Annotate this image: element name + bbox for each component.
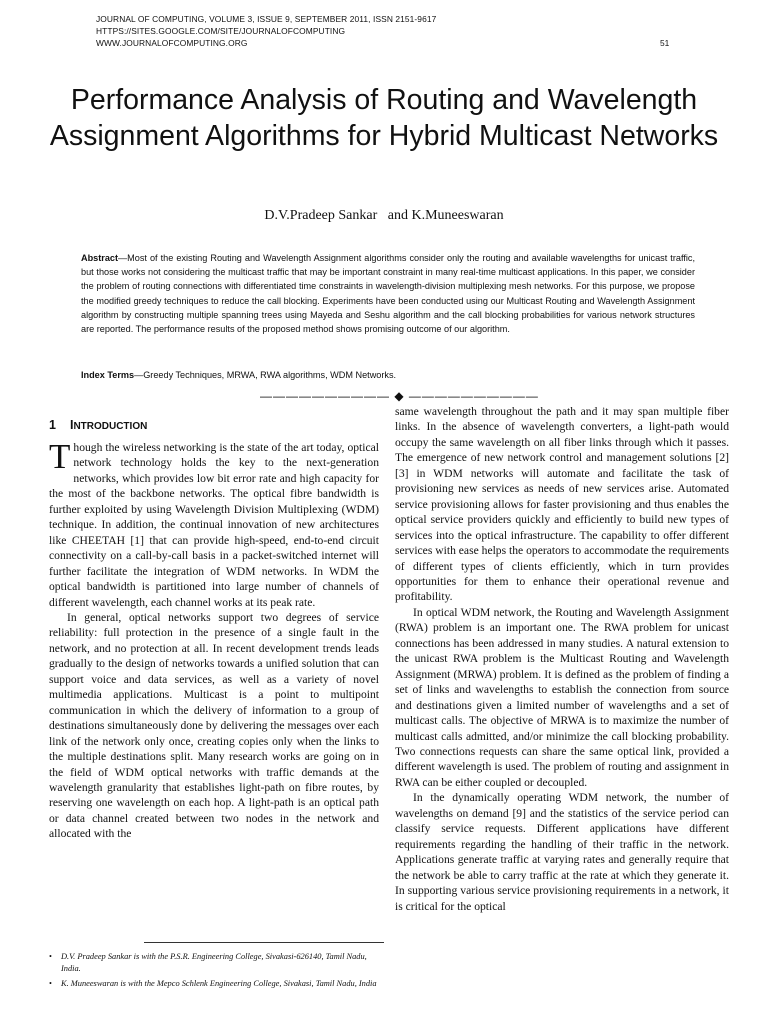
page-number: 51 [660,38,670,48]
index-terms-label: Index Terms [81,370,135,380]
footnote-bullet: • [49,952,52,961]
section-title-initial: I [69,418,74,432]
intro-paragraph-1 [49,437,379,610]
index-terms-text: —Greedy Techniques, MRWA, RWA algorithms, WDM Networks. [134,370,397,380]
intro-paragraph-2: In general, optical networks support two degrees of service reliability: full protection in the presence of a single fault in the network, and no protection at all. In recent development trends leads gradually to the design of networks towards a unified solution that can support voice and data services, as well as a variety of novel multimedia applications. Multicast is a point to multipoint communication in which the delivery of information to a group of destinations simultaneously done by delivering the messages over each link of the network only once, creating copies only when the links to the multiple destinations split. Many research works are going on in the field of WDM optical networks with traffic demands at the wavelength granularity that establishes light-path on fibre routes, by reserving one wavelength on each hop. A light-path is an optical path or data channel created between two nodes in the network and allocated with the [49,610,379,841]
paper-title: Performance Analysis of Routing and Wavelength Assignment Algorithms for Hybrid Multicast Networks [49,84,719,152]
right-paragraph-3: In the dynamically operating WDM network, the number of wavelengths on demand [9] and the statistics of the service period can classify service requests. Different applications have different requirements regarding the handling of their traffic in the network. Applications generate traffic at varying rates and generally require that the network be able to carry traffic at the rate at which they generate it. In supporting various service provisioning requirements in a network, it is critical for the optical [395,791,729,913]
section-title-rest: NTRODUCTION [73,421,148,432]
journal-header [96,13,676,49]
section-separator: —————————— ◆ —————————— [260,389,539,403]
abstract-text: —Most of the existing Routing and Wavelength Assignment algorithms consider only the routing and available wavelengths for unicast traffic, but those works not considering the multicast traffic that may be important constraint in many real-time multicast applications. In this paper, we consider the problem of routing connections with differentiated time constraints in wavelength-division multiplexing mesh networks. For this purpose, we propose the modified greedy techniques to reduce the call blocking. Experiments have been conducted using our Multicast Routing and Wavelength Assignment algorithm by constructing multiple spanning trees using Mayeda and Seshu algorithm and the call blocking probabilities for various network structures are reported. The performance results of the proposed method shows promising outcome of our algorithm. [81,253,695,335]
footnotes [49,951,385,993]
journal-site: WWW.JOURNALOFCOMPUTING.ORG [96,38,248,48]
journal-url: HTTPS://SITES.GOOGLE.COM/SITE/JOURNALOFCOMPUTING [96,26,346,36]
paper-authors: D.V.Pradeep Sankar and K.Muneeswaran [264,208,504,223]
left-column [49,437,379,842]
footnote-1 [49,951,385,975]
right-column [395,404,729,914]
right-paragraph-1: same wavelength throughout the path and it may span multiple fiber links. In the absence of wavelength converters, a light-path would occupy the same wavelength on all fiber links through which it passes. The emergence of new network control and management solutions [2][3] in WDM networks will automate and facilitate the task of provisioning new services as needs of new services arise. Automated service provisioning allows for faster provisioning and thus enables the optical service providers quickly and efficiently to build new types of services into the optical infrastructure. The capability to offer different services with ease helps the operators to accommodate the requirements of different types of clients efficiently, which in turn provides opportunities for them to enhance their operational revenue and profitability. [395,405,729,604]
section-heading [49,418,147,432]
footnote-rule [144,942,384,943]
footnote-bullet: • [49,979,52,988]
right-paragraph-2: In optical WDM network, the Routing and Wavelength Assignment (RWA) problem is an important one. The RWA problem for unicast connections has been addressed in many studies. A natural extension to the unicast RWA problem is the Multicast Routing and Wavelength Assignment (MRWA) problem. It is defined as the problem of finding a set of links and wavelengths to establish the connection from source and destinations given a limited number of wavelengths and a set of multicast calls. The objective of MRWA is to maximize the number of multicast calls admitted, and/or minimize the call blocking probability. Two connections requests can share the same optical link, provided a different wavelength is used. The problem of routing and assignment in RWA can be either coupled or decoupled. [395,605,729,789]
section-number: 1 [49,418,56,432]
footnote-1-text: D.V. Pradeep Sankar is with the P.S.R. Engineering College, Sivakasi-626140, Tamil Nadu, India. [61,952,367,973]
abstract-label: Abstract [81,253,119,263]
journal-line: JOURNAL OF COMPUTING, VOLUME 3, ISSUE 9, SEPTEMBER 2011, ISSN 2151-9617 [96,14,437,24]
footnote-2-text: K. Muneeswaran is with the Mepco Schlenk Engineering College, Sivakasi, Tamil Nadu, India [61,979,377,988]
abstract [81,251,695,336]
index-terms [81,368,695,382]
drop-cap: T [49,437,71,476]
footnote-2 [49,978,385,990]
intro-paragraph-1-text: hough the wireless networking is the state of the art today, optical network technology holds the key to the next-generation networks, which provides low bit error rate and high capacity for the most of the backbone networks. The optical fibre bandwidth is further exploited by using Wavelength Division Multiplexing (WDM) technique. In addition, the continual innovation of new architectures like CHEETAH [1] that can provide high-speed, end-to-end circuit connectivity on a call-by-call basis in a packet-switched internet will further facilitate the integration of WDM networks. In WDM the optical bandwidth is partitioned into large number of channels of different wavelength, each channel works at its peak rate. [49,441,379,609]
